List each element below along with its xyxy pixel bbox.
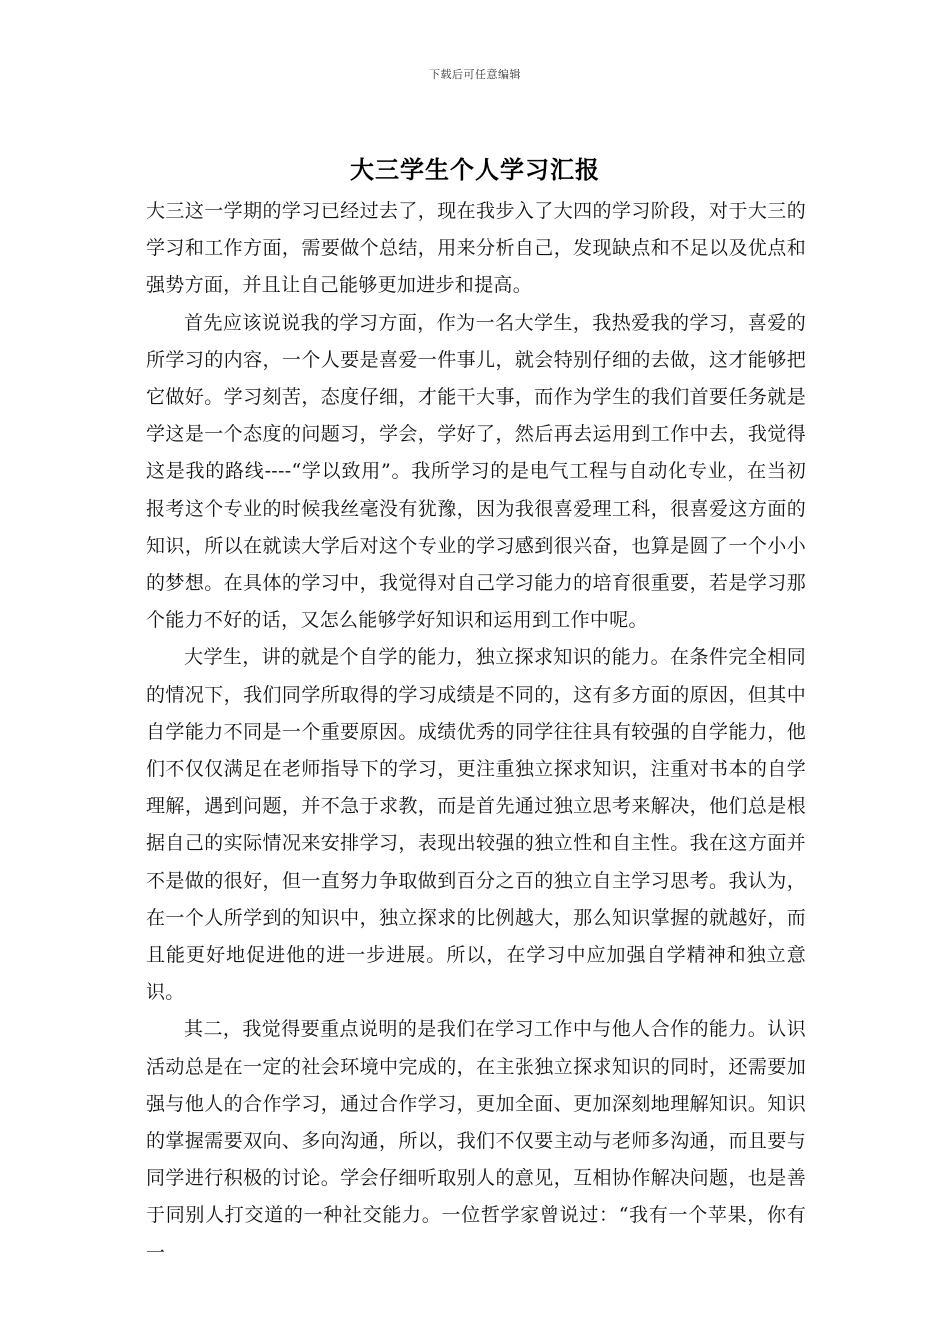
paragraph-cooperation: 其二，我觉得要重点说明的是我们在学习工作中与他人合作的能力。认识活动总是在一定的社会环境中完成的，在主张独立探求知识的同时，还需要加强与他人的合作学习，通过合作学习，更加全面、更加深刻地理解知识。知识的掌握需要双向、多向沟通，所以，我们不仅要主动与老师多沟通，而且要与同学进行积极的讨论。学会仔细听取别人的意见，互相协作解决问题，也是善于同别人打交道的一种社交能力。一位哲学家曾说过：“我有一个苹果，你有一	[146, 1018, 806, 1264]
paragraph-intro: 大三这一学期的学习已经过去了，现在我步入了大四的学习阶段，对于大三的学习和工作方面，需要做个总结，用来分析自己，发现缺点和不足以及优点和强势方面，并且让自己能够更加进步和提高。	[146, 200, 806, 297]
document-title: 大三学生个人学习汇报	[350, 155, 600, 184]
header-note: 下载后可任意编辑	[429, 68, 521, 81]
document-body	[146, 193, 806, 1272]
paragraph-study: 首先应该说说我的学习方面，作为一名大学生，我热爱我的学习，喜爱的所学习的内容，一个人要是喜爱一件事儿，就会特别仔细的去做，这才能够把它做好。学习刻苦，态度仔细，才能干大事，而作为学生的我们首要任务就是学这是一个态度的问题习，学会，学好了，然后再去运用到工作中去，我觉得这是我的路线----“学以致用”。我所学习的是电气工程与自动化专业，在当初报考这个专业的时候我丝毫没有犹豫，因为我很喜爱理工科，很喜爱这方面的知识，所以在就读大学后对这个专业的学习感到很兴奋，也算是圆了一个小小的梦想。在具体的学习中，我觉得对自己学习能力的培育很重要，若是学习那个能力不好的话，又怎么能够学好知识和运用到工作中呢。	[146, 311, 806, 632]
paragraph-self-learning: 大学生，讲的就是个自学的能力，独立探求知识的能力。在条件完全相同的情况下，我们同学所取得的学习成绩是不同的，这有多方面的原因，但其中自学能力不同是一个重要原因。成绩优秀的同学往往具有较强的自学能力，他们不仅仅满足在老师指导下的学习，更注重独立探求知识，注重对书本的自学理解，遇到问题，并不急于求教，而是首先通过独立思考来解决，他们总是根据自己的实际情况来安排学习，表现出较强的独立性和自主性。我在这方面并不是做的很好，但一直努力争取做到百分之百的独立自主学习思考。我认为，在一个人所学到的知识中，独立探求的比例越大，那么知识掌握的就越好，而且能更好地促进他的进一步进展。所以，在学习中应加强自学精神和独立意识。	[146, 646, 806, 1004]
